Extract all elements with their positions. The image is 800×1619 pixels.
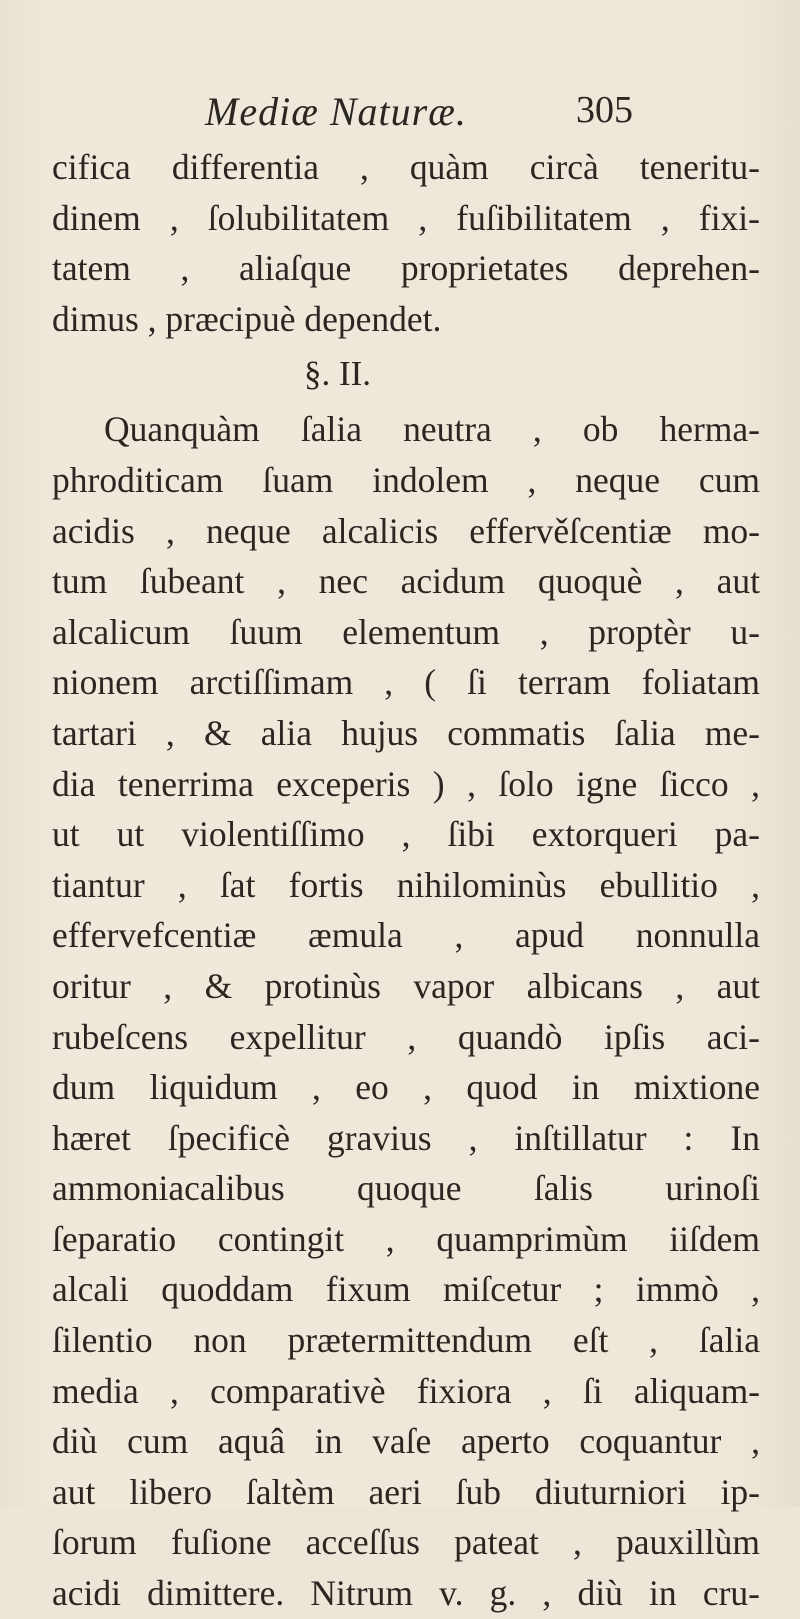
text-line: aut libero ſaltèm aeri ſub diuturniori ip- <box>52 1471 760 1512</box>
text-line: media , comparativè fixiora , ſi aliquam- <box>52 1370 760 1411</box>
text-line: rubeſcens expellitur , quandò ipſis aci- <box>52 1016 760 1057</box>
running-title: Mediæ Naturæ. <box>205 89 467 134</box>
text-line: ſeparatio contingit , quamprimùm iiſdem <box>52 1218 760 1259</box>
text-line: cifica differentia , quàm circà teneritu- <box>52 147 760 187</box>
text-line: tiantur , ſat fortis nihilominùs ebullitio , <box>52 864 760 905</box>
text-line: ammoniacalibus quoque ſalis urinoſi <box>52 1168 760 1209</box>
text-line: phroditicam ſuam indolem , neque cum <box>52 459 760 500</box>
body-text <box>52 142 760 1619</box>
section-heading: §. II. <box>304 354 372 394</box>
text-line: diù cum aquâ in vaſe aperto coquantur , <box>52 1421 760 1462</box>
text-line: effervefcentiæ æmula , apud nonnulla <box>52 915 760 956</box>
text-line: acidi dimittere. Nitrum v. g. , diù in cru- <box>52 1573 760 1614</box>
text-line: tartari , & alia hujus commatis ſalia me- <box>52 712 760 753</box>
text-line: tatem , aliaſque proprietates deprehen- <box>52 248 760 289</box>
page-number: 305 <box>576 89 633 131</box>
text-line: hæret ſpecificè gravius , inſtillatur : In <box>52 1117 760 1158</box>
text-line: tum ſubeant , nec acidum quoquè , aut <box>52 561 760 602</box>
text-line: oritur , & protinùs vapor albicans , aut <box>52 965 760 1006</box>
text-line: acidis , neque alcalicis effervěſcentiæ mo- <box>52 510 760 551</box>
text-line: ut ut violentiſſimo , ſibi extorqueri pa- <box>52 814 760 855</box>
text-line: dinem , ſolubilitatem , fuſibilitatem , fixi- <box>52 197 760 238</box>
paragraph-first-line: Quanquàm ſalia neutra , ob herma- <box>104 409 760 450</box>
text-line: alcalicum ſuum elementum , proptèr u- <box>52 611 760 652</box>
text-line: ſilentio non prætermittendum eſt , ſalia <box>52 1320 760 1361</box>
text-line: dia tenerrima exceperis ) , ſolo igne ſicco , <box>52 763 760 804</box>
text-line: dimus , præcipuè dependet. <box>52 298 442 339</box>
text-line: alcali quoddam fixum miſcetur ; immò , <box>52 1269 760 1310</box>
text-line: nionem arctiſſimam , ( ſi terram foliatam <box>52 662 760 703</box>
text-line: ſorum fuſione acceſſus pateat , pauxillùm <box>52 1522 760 1563</box>
page-header <box>0 88 800 138</box>
text-line: dum liquidum , eo , quod in mixtione <box>52 1067 760 1108</box>
